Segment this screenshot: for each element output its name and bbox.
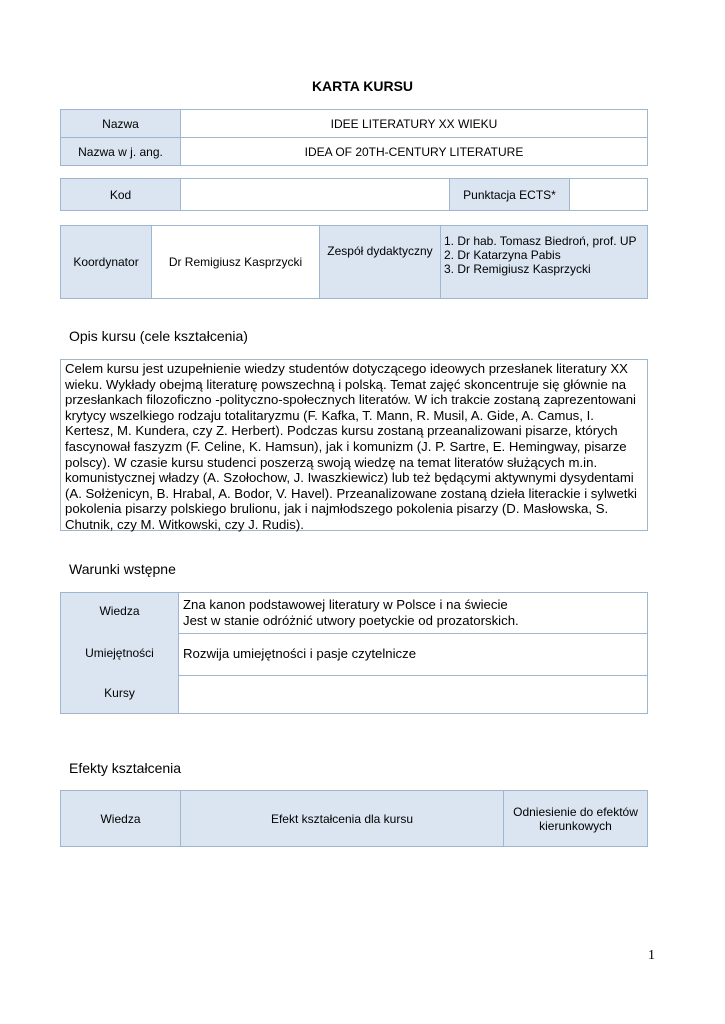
prereq-skills-value: Rozwija umiejętności i pasje czytelnicze [178,633,648,676]
page-title: KARTA KURSU [311,78,414,94]
prereq-courses-value [178,675,648,714]
code-value [180,178,450,211]
page-number: 1 [648,948,655,963]
ects-value [569,178,648,211]
description-box [60,359,648,531]
name-value: IDEE LITERATURY XX WIEKU [180,109,648,138]
name-en-label: Nazwa w j. ang. [60,137,181,166]
name-en-value: IDEA OF 20TH-CENTURY LITERATURE [180,137,648,166]
ects-label: Punktacja ECTS* [449,178,570,211]
outcomes-col-reference: Odniesienie do efektów kierunkowych [503,790,648,847]
team-member: 1. Dr hab. Tomasz Biedroń, prof. UP [444,234,637,248]
team-member: 2. Dr Katarzyna Pabis [444,248,561,262]
outcomes-col-knowledge: Wiedza [60,790,181,847]
prereq-courses-label: Kursy [104,686,135,700]
name-label: Nazwa [60,109,181,138]
prereq-knowledge-label: Wiedza [99,604,140,618]
prereq-knowledge-line: Zna kanon podstawowej literatury w Polsce i na świecie [183,597,508,612]
prereq-knowledge-line: Jest w stanie odróżnić utwory poetyckie od prozatorskich. [183,613,519,628]
team-label: Zespół dydaktyczny [319,225,441,299]
description-text: Celem kursu jest uzupełnienie wiedzy studentów dotyczącego ideowych przesłanek literatury XX wieku. Wykłady obejmą literaturę powszechną i polską. Temat zajęć skoncentruje się głównie na przesłankach filozoficzno -polityczno-społecznych literatów. W ich trakcie zostaną zaprezentowani krytycy wszelkiego rodzaju totalitaryzmu (F. Kafka, T. Mann, R. Musil, A. Gide, A. Camus, I. Kertesz, M. Kundera, czy Z. Herbert). Podczas kursu zostaną przeanalizowani pisarze, których fascynował faszyzm (F. Celine, K. Hamsun), jak i komunizm (J. P. Sartre, E. Hemingway, pisarze polscy). W czasie kursu studenci poszerzą swoją wiedzę na temat literatów służących m.in. komunistycznej władzy (A. Szołochow, J. Iwaszkiewicz) lub też będącymi aktywnymi dysydentami (A. Sołżenicyn, B. Hrabal, A. Bodor, V. Havel). Przeanalizowane zostaną dzieła literackie i sylwetki pokolenia pisarzy polskiego brulionu, jak i najmłodszego pokolenia pisarzy (D. Masłowska, S. Chutnik, czy M. Witkowski, czy J. Rudis). [65,361,637,532]
prereq-knowledge-value [178,592,648,634]
code-label: Kod [60,178,181,211]
outcomes-heading: Efekty kształcenia [69,760,182,776]
outcomes-col-effect: Efekt kształcenia dla kursu [180,790,504,847]
team-member: 3. Dr Remigiusz Kasprzycki [444,262,591,276]
prerequisites-heading: Warunki wstępne [69,561,176,577]
team-list [440,225,648,299]
coordinator-label: Koordynator [60,225,152,299]
description-heading: Opis kursu (cele kształcenia) [69,328,248,344]
prereq-skills-label: Umiejętności [85,646,154,660]
coordinator-value: Dr Remigiusz Kasprzycki [151,225,320,299]
